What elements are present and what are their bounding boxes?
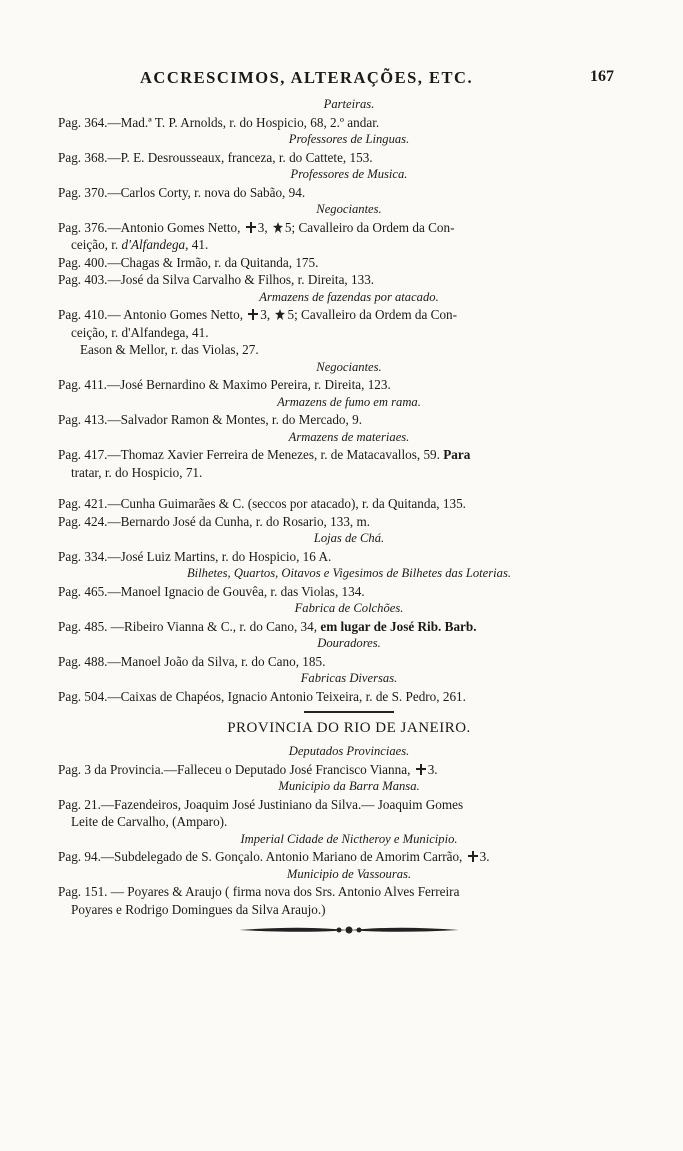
star-order-icon — [275, 309, 285, 320]
entry: Pag. 410.— Antonio Gomes Netto, 3, 5; Cavalleiro da Ordem da Con- ceição, r. d'Alfandega, 41. — [58, 307, 458, 340]
section-heading: Armazens de fazendas por atacado. — [259, 289, 439, 304]
order-cross-icon — [468, 851, 478, 862]
section-heading: Armazens de fumo em rama. — [277, 394, 421, 409]
section-heading: Bilhetes, Quartos, Oitavos e Vigesimos de Bilhetes das Loterias. — [186, 566, 512, 580]
section-heading: Professores de Musica. — [290, 167, 408, 181]
section-heading: Fabricas Diversas. — [300, 671, 398, 685]
section-heading: Negociantes. — [316, 202, 382, 216]
divider — [304, 711, 394, 713]
entry: Pag. 417.—Thomaz Xavier Ferreira de Menezes, r. de Matacavallos, 59. Para tratar, r. do Hospicio, 71. — [58, 447, 471, 480]
entry: Pag. 421.—Cunha Guimarães & C. (seccos por atacado), r. da Quitanda, 135. — [58, 496, 466, 511]
entry: Pag. 411.—José Bernardino & Maximo Pereira, r. Direita, 123. — [58, 377, 391, 392]
section-heading: Douradores. — [317, 636, 381, 650]
entry: Pag. 94.—Subdelegado de S. Gonçalo. Antonio Mariano de Amorim Carrão, 3. — [58, 849, 490, 864]
entry: Pag. 3 da Provincia.—Falleceu o Deputado José Francisco Vianna, 3. — [58, 761, 438, 777]
entry: Pag. 368.—P. E. Desrousseaux, franceza, r. do Cattete, 153. — [58, 149, 373, 165]
entry: Pag. 504.—Caixas de Chapéos, Ignacio Antonio Teixeira, r. de S. Pedro, 261. — [58, 688, 466, 704]
entry: Pag. 485. —Ribeiro Vianna & C., r. do Cano, 34, em lugar de José Rib. Barb. — [58, 618, 477, 634]
section-heading: Deputados Provinciaes. — [288, 744, 410, 758]
section-heading: Negociantes. — [316, 359, 382, 374]
page-body — [58, 96, 640, 936]
order-cross-icon — [416, 764, 426, 775]
star-order-icon — [273, 222, 283, 233]
order-cross-icon — [246, 222, 256, 233]
section-heading: Armazens de materiaes. — [288, 429, 410, 444]
entry: Pag. 21.—Fazendeiros, Joaquim José Justiniano da Silva.— Joaquim Gomes Leite de Carvalho, (Amparo). — [58, 796, 464, 829]
entry: Pag. 376.—Antonio Gomes Netto, 3, 5; Cavalleiro da Ordem da Con- ceição, r. d'Alfandega, 41. — [58, 219, 455, 252]
province-heading: PROVINCIA DO RIO DE JANEIRO. — [227, 720, 471, 736]
entry: Pag. 413.—Salvador Ramon & Montes, r. do Mercado, 9. — [58, 412, 363, 427]
section-heading: Lojas de Chá. — [313, 531, 385, 545]
section-heading: Fabrica de Colchões. — [294, 601, 404, 615]
entry: Pag. 403.—José da Silva Carvalho & Filhos, r. Direita, 133. — [58, 272, 375, 287]
ornamental-rule — [239, 924, 459, 936]
entry: Pag. 400.—Chagas & Irmão, r. da Quitanda, 175. — [58, 254, 319, 270]
entry: Pag. 465.—Manoel Ignacio de Gouvêa, r. das Violas, 134. — [58, 583, 365, 599]
section-heading: Imperial Cidade de Nictheroy e Municipio. — [240, 831, 458, 846]
entry: Pag. 364.—Mad.ª T. P. Arnolds, r. do Hospicio, 68, 2.º andar. — [58, 114, 380, 130]
section-heading: Professores de Linguas. — [288, 132, 410, 146]
order-cross-icon — [248, 309, 258, 320]
page-number: 167 — [590, 68, 614, 85]
entry: Pag. 424.—Bernardo José da Cunha, r. do Rosario, 133, m. — [58, 513, 371, 529]
entry: Pag. 370.—Carlos Corty, r. nova do Sabão, 94. — [58, 184, 306, 200]
entry: Pag. 151. — Poyares & Araujo ( firma nova dos Srs. Antonio Alves Ferreira Poyares e Rodrigo Domingues da Silva Araujo.) — [58, 884, 460, 917]
section-heading: Municipio da Barra Mansa. — [278, 779, 420, 793]
section-heading: Municipio de Vassouras. — [286, 866, 412, 881]
section-heading: Parteiras. — [323, 97, 375, 111]
entry: Pag. 334.—José Luiz Martins, r. do Hospicio, 16 A. — [58, 548, 332, 564]
entry: Eason & Mellor, r. das Violas, 27. — [80, 342, 259, 357]
running-header — [0, 68, 683, 90]
entry: Pag. 488.—Manoel João da Silva, r. do Cano, 185. — [58, 653, 326, 669]
running-title: ACCRESCIMOS, ALTERAÇÕES, ETC. — [140, 68, 474, 87]
